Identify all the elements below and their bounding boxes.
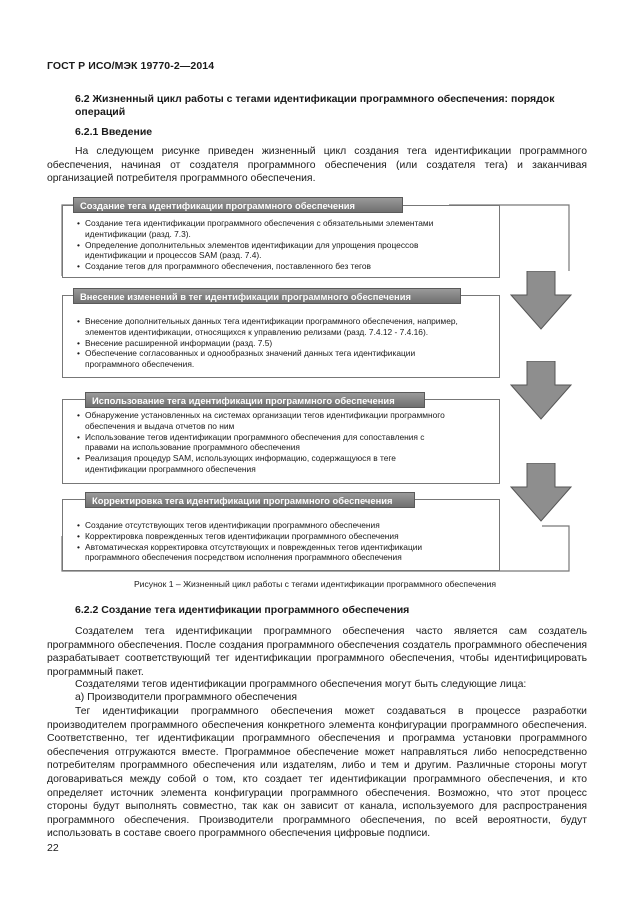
cycle-return-line bbox=[57, 196, 577, 576]
section-6-2-2-title: 6.2.2 Создание тега идентификации программного обеспечения bbox=[75, 604, 410, 616]
section-6-2-title: 6.2 Жизненный цикл работы с тегами идентификации программного обеспечения: порядок операций bbox=[75, 93, 555, 118]
page-number: 22 bbox=[47, 842, 59, 854]
list-item: • Внесение дополнительных данных тега идентификации программного обеспечения, например, элементов идентификации, относящихся к управлению релизами (разд. 7.4.12 - 7.4.16). bbox=[77, 316, 459, 338]
lifecycle-figure bbox=[57, 196, 577, 576]
list-item: • Определение дополнительных элементов идентификации для упрощения процессов идентификации и процессов SAM (разд. 7.4). bbox=[77, 240, 459, 262]
stage-title: Создание тега идентификации программного обеспечения bbox=[73, 197, 403, 213]
list-item: а) Производители программного обеспечения bbox=[75, 692, 297, 703]
stage-title: Внесение изменений в тег идентификации программного обеспечения bbox=[73, 288, 461, 304]
paragraph: Тег идентификации программного обеспечения может создаваться в процессе разработки производителем программного обеспечения конкретного элемента конфигурации программного обеспечения. Соответственно, тег идентификации программного обеспечения и программа установки программного обеспечения отгружаются вместе. Программное обеспечение может направляться либо непосредственно потребителям программного обеспечения или издателям, либо и тем и другим. Различные стороны могут договариваться между собой о том, кто создает тег идентификации программного обеспечения, и кто определяет источник элемента конфигурации программного обеспечения. Возможно, что этот процесс стороны будут выполнять совместно, так как он зависит от канала, используемого для распространения программного обеспечения. Производители программного обеспечения, по всей вероятности, будут использовать в составе своего программного обеспечения цифровые подписи. bbox=[47, 706, 587, 840]
list-item: • Реализация процедур SAM, использующих информацию, содержащуюся в теге идентификации программного обеспечения bbox=[77, 453, 459, 475]
list-item: • Обнаружение установленных на системах организации тегов идентификации программного обеспечения и выдача отчетов по ним bbox=[77, 410, 459, 432]
list-item: • Создание отсутствующих тегов идентификации программного обеспечения bbox=[77, 520, 459, 531]
list-item: • Создание тегов для программного обеспечения, поставленного без тегов bbox=[77, 261, 459, 272]
list-item: • Автоматическая корректировка отсутствующих и поврежденных тегов идентификации программного обеспечения посредством исполнения программного обеспечения bbox=[77, 542, 459, 564]
stage-title: Корректировка тега идентификации программного обеспечения bbox=[85, 492, 415, 508]
section-6-2-1-title: 6.2.1 Введение bbox=[75, 126, 153, 138]
list-item: • Создание тега идентификации программного обеспечения с обязательными элементами идентификации (разд. 7.3). bbox=[77, 218, 459, 240]
list-item: • Корректировка поврежденных тегов идентификации программного обеспечения bbox=[77, 531, 459, 542]
list-item: • Использование тегов идентификации программного обеспечения для сопоставления с правами на использование программного обеспечения bbox=[77, 432, 459, 454]
document-header: ГОСТ Р ИСО/МЭК 19770-2—2014 bbox=[47, 60, 215, 72]
list-item: • Внесение расширенной информации (разд. 7.5) bbox=[77, 338, 459, 349]
list-item: • Обеспечение согласованных и однообразных значений данных тега идентификации программного обеспечения. bbox=[77, 348, 459, 370]
paragraph: Создателем тега идентификации программного обеспечения часто является сам создатель программного обеспечения. После создания программного обеспечения создатель программного обеспечения разрабатывает соответствующий тег идентификации программного обеспечения, чтобы идентифицировать программный пакет. bbox=[47, 626, 587, 678]
intro-paragraph: На следующем рисунке приведен жизненный цикл создания тега идентификации программного обеспечения, начиная от создателя программного обеспечения (или создателя тега) и заканчивая организацией потребителя программного обеспечения. bbox=[47, 146, 587, 185]
paragraph: Создателями тегов идентификации программного обеспечения могут быть следующие лица: bbox=[75, 679, 527, 690]
figure-caption: Рисунок 1 – Жизненный цикл работы с тегами идентификации программного обеспечения bbox=[133, 579, 497, 589]
stage-title: Использование тега идентификации программного обеспечения bbox=[85, 392, 425, 408]
